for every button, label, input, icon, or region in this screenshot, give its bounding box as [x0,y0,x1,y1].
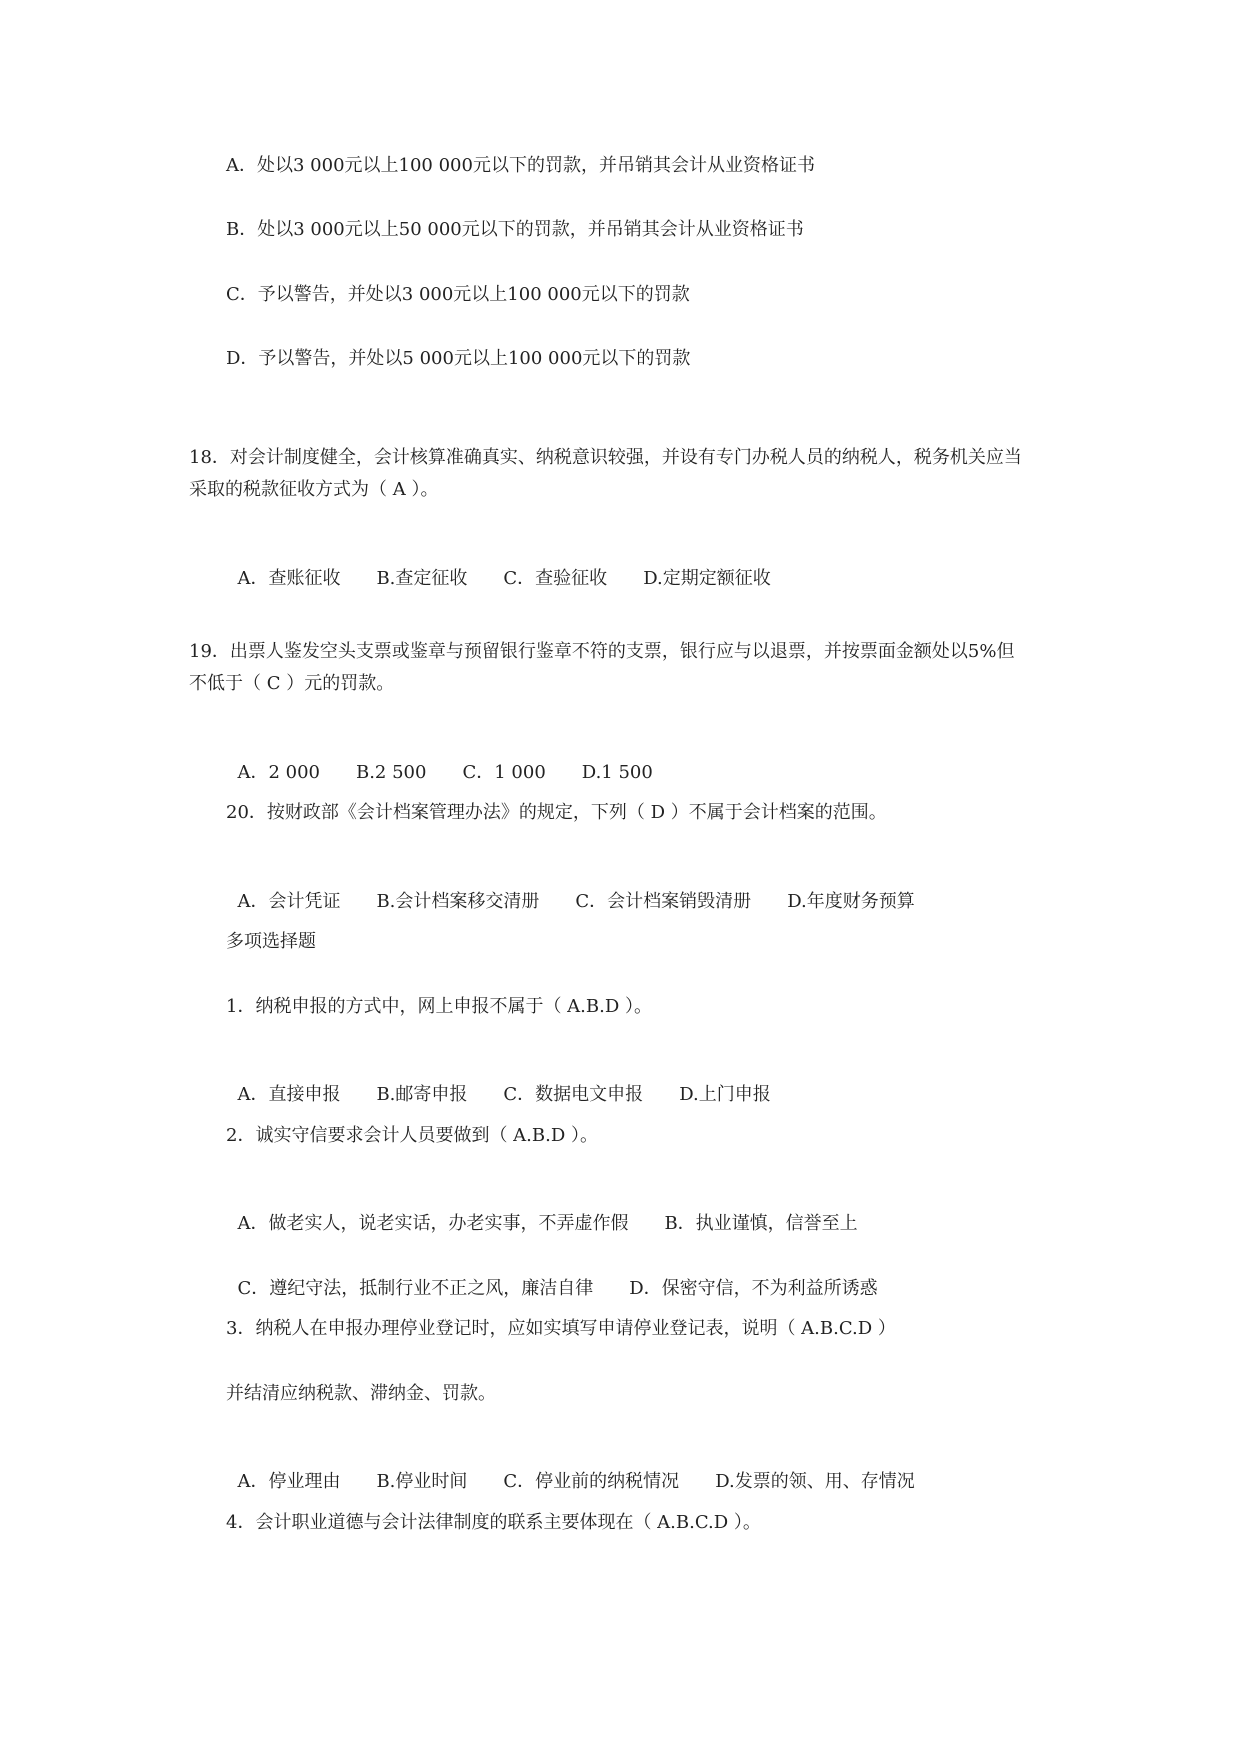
q18-option-c: C．查验征收 [503,568,608,589]
m1-option-b: B.邮寄申报 [376,1084,468,1105]
q20-option-a: A．会计凭证 [237,891,341,912]
section-title: 多项选择题 [226,931,316,952]
q18-option-b: B.查定征收 [376,568,468,589]
q18-option-d: D.定期定额征收 [643,568,771,589]
m2-stem: 2．诚实守信要求会计人员要做到（ A.B.D ）。 [226,1125,598,1146]
m1-option-c: C．数据电文申报 [503,1084,644,1105]
m2-option-c: C．遵纪守法，抵制行业不正之风，廉洁自律 [237,1278,594,1299]
q18-stem-line1: 18．对会计制度健全，会计核算准确真实、纳税意识较强，并设有专门办税人员的纳税人，税务机关应当 [189,447,1022,468]
m1-options [226,1059,771,1107]
m1-stem: 1．纳税申报的方式中，网上申报不属于（ A.B.D ）。 [226,996,652,1017]
q19-options [226,737,653,785]
q20-option-b: B.会计档案移交清册 [376,891,540,912]
q18-options [226,543,771,591]
q17-option-b: B．处以3 000元以上50 000元以下的罚款，并吊销其会计从业资格证书 [226,219,804,240]
q20-option-c: C．会计档案销毁清册 [575,891,752,912]
q19-stem-line1: 19．出票人鉴发空头支票或鉴章与预留银行鉴章不符的支票，银行应与以退票，并按票面金额处以5%但 [189,641,1015,662]
m2-options-row1 [226,1188,858,1236]
q19-option-d: D.1 500 [581,762,653,783]
m2-option-d: D．保密守信，不为利益所诱惑 [629,1278,878,1299]
q19-option-a: A．2 000 [237,762,320,783]
m3-option-a: A．停业理由 [237,1471,341,1492]
q19-option-c: C．1 000 [462,762,546,783]
q17-option-c: C．予以警告，并处以3 000元以上100 000元以下的罚款 [226,284,690,305]
m2-option-a: A．做老实人，说老实话，办老实事，不弄虚作假 [237,1213,629,1234]
m1-option-d: D.上门申报 [679,1084,771,1105]
m2-options-row2 [226,1253,878,1301]
q20-options [226,866,915,914]
m4-stem: 4．会计职业道德与会计法律制度的联系主要体现在（ A.B.C.D ）。 [226,1512,761,1533]
m2-option-b: B．执业谨慎，信誉至上 [664,1213,858,1234]
m3-option-c: C．停业前的纳税情况 [503,1471,680,1492]
m1-option-a: A．直接申报 [237,1084,341,1105]
m3-stem-line2: 并结清应纳税款、滞纳金、罚款。 [226,1383,496,1404]
m3-option-d: D.发票的领、用、存情况 [715,1471,915,1492]
m3-options [226,1446,915,1494]
q18-option-a: A．查账征收 [237,568,341,589]
q17-option-d: D．予以警告，并处以5 000元以上100 000元以下的罚款 [226,348,691,369]
q20-stem: 20．按财政部《会计档案管理办法》的规定，下列（ D ）不属于会计档案的范围。 [226,802,887,823]
q17-option-a: A．处以3 000元以上100 000元以下的罚款，并吊销其会计从业资格证书 [226,155,815,176]
q20-option-d: D.年度财务预算 [787,891,915,912]
q19-stem-line2: 不低于（ C ）元的罚款。 [189,673,395,694]
q18-stem-line2: 采取的税款征收方式为（ A ）。 [189,479,439,500]
m3-option-b: B.停业时间 [376,1471,468,1492]
m3-stem-line1: 3．纳税人在申报办理停业登记时，应如实填写申请停业登记表，说明（ A.B.C.D ） [226,1318,896,1339]
q19-option-b: B.2 500 [355,762,427,783]
